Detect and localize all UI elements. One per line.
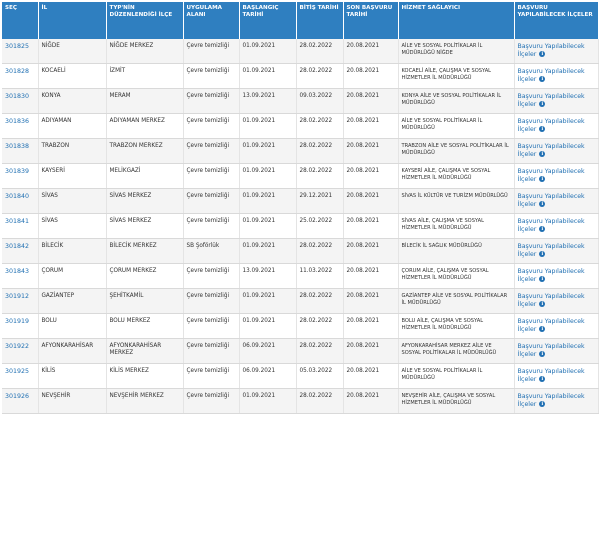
hizmet-saglayici-cell: AİLE VE SOSYAL POLİTİKALAR İL MÜDÜRLÜĞÜ: [398, 364, 514, 389]
info-icon[interactable]: i: [539, 276, 545, 282]
alan-cell: Çevre temizliği: [183, 339, 239, 364]
alan-cell: Çevre temizliği: [183, 64, 239, 89]
baslangic-date: 01.09.2021: [239, 214, 296, 239]
alan-cell: Çevre temizliği: [183, 264, 239, 289]
basvuru-ilceler-link[interactable]: [514, 89, 598, 114]
il-cell: SİVAS: [38, 214, 106, 239]
info-icon[interactable]: i: [539, 251, 545, 257]
info-icon[interactable]: i: [539, 176, 545, 182]
il-cell: ÇORUM: [38, 264, 106, 289]
basvuru-ilceler-link[interactable]: [514, 339, 598, 364]
alan-cell: Çevre temizliği: [183, 389, 239, 414]
bitis-date: 28.02.2022: [296, 314, 343, 339]
son-basvuru-date: 20.08.2021: [343, 289, 398, 314]
alan-cell: Çevre temizliği: [183, 189, 239, 214]
bitis-date: 28.02.2022: [296, 139, 343, 164]
basvuru-ilceler-link[interactable]: [514, 289, 598, 314]
bitis-date: 11.03.2022: [296, 264, 343, 289]
baslangic-date: 01.09.2021: [239, 189, 296, 214]
basvuru-ilceler-link[interactable]: [514, 164, 598, 189]
bitis-date: 09.03.2022: [296, 89, 343, 114]
bitis-date: 28.02.2022: [296, 339, 343, 364]
basvuru-ilceler-link[interactable]: [514, 364, 598, 389]
table-row: [2, 189, 598, 214]
hizmet-saglayici-cell: SİVAS AİLE, ÇALIŞMA VE SOSYAL HİZMETLER İL MÜDÜRLÜĞÜ: [398, 214, 514, 239]
info-icon[interactable]: i: [539, 51, 545, 57]
info-icon[interactable]: i: [539, 126, 545, 132]
il-cell: KOCAELİ: [38, 64, 106, 89]
ilce-cell: KİLİS MERKEZ: [106, 364, 183, 389]
sec-link[interactable]: 301842: [2, 239, 38, 264]
il-cell: TRABZON: [38, 139, 106, 164]
basvuru-link-label[interactable]: Başvuru Yapılabilecek İlçeler: [517, 193, 585, 208]
info-icon[interactable]: i: [539, 151, 545, 157]
info-icon[interactable]: i: [539, 301, 545, 307]
il-cell: ADIYAMAN: [38, 114, 106, 139]
sec-link[interactable]: 301926: [2, 389, 38, 414]
sec-link[interactable]: 301839: [2, 164, 38, 189]
baslangic-date: 01.09.2021: [239, 239, 296, 264]
ilce-cell: BİLECİK MERKEZ: [106, 239, 183, 264]
baslangic-date: 01.09.2021: [239, 64, 296, 89]
sec-link[interactable]: 301925: [2, 364, 38, 389]
hizmet-saglayici-cell: AFYONKARAHİSAR MERKEZ AİLE VE SOSYAL POLİTİKALAR İL MÜDÜRLÜĞÜ: [398, 339, 514, 364]
bitis-date: 28.02.2022: [296, 164, 343, 189]
sec-link[interactable]: 301830: [2, 89, 38, 114]
alan-cell: Çevre temizliği: [183, 164, 239, 189]
son-basvuru-date: 20.08.2021: [343, 314, 398, 339]
son-basvuru-date: 20.08.2021: [343, 139, 398, 164]
ilce-cell: TRABZON MERKEZ: [106, 139, 183, 164]
hizmet-saglayici-cell: TRABZON AİLE VE SOSYAL POLİTİKALAR İL MÜDÜRLÜĞÜ: [398, 139, 514, 164]
il-cell: SİVAS: [38, 189, 106, 214]
info-icon[interactable]: i: [539, 76, 545, 82]
header-bitis: BİTİŞ TARİHİ: [296, 2, 343, 39]
baslangic-date: 01.09.2021: [239, 114, 296, 139]
table-row: [2, 339, 598, 364]
hizmet-saglayici-cell: AİLE VE SOSYAL POLİTİKALAR İL MÜDÜRLÜĞÜ NİĞDE: [398, 39, 514, 64]
alan-cell: Çevre temizliği: [183, 364, 239, 389]
alan-cell: Çevre temizliği: [183, 139, 239, 164]
son-basvuru-date: 20.08.2021: [343, 339, 398, 364]
il-cell: KİLİS: [38, 364, 106, 389]
basvuru-ilceler-link[interactable]: [514, 64, 598, 89]
sec-link[interactable]: 301919: [2, 314, 38, 339]
baslangic-date: 13.09.2021: [239, 89, 296, 114]
son-basvuru-date: 20.08.2021: [343, 264, 398, 289]
hizmet-saglayici-cell: AİLE VE SOSYAL POLİTİKALAR İL MÜDÜRLÜĞÜ: [398, 114, 514, 139]
info-icon[interactable]: i: [539, 101, 545, 107]
il-cell: AFYONKARAHİSAR: [38, 339, 106, 364]
table-row: [2, 389, 598, 414]
basvuru-link-label[interactable]: Başvuru Yapılabilecek İlçeler: [517, 343, 585, 358]
header-sec[interactable]: SEÇ: [2, 2, 38, 39]
basvuru-link-label[interactable]: Başvuru Yapılabilecek İlçeler: [517, 118, 585, 133]
alan-cell: Çevre temizliği: [183, 314, 239, 339]
ilce-cell: ADIYAMAN MERKEZ: [106, 114, 183, 139]
table-row: [2, 214, 598, 239]
hizmet-saglayici-cell: KAYSERİ AİLE, ÇALIŞMA VE SOSYAL HİZMETLER İL MÜDÜRLÜĞÜ: [398, 164, 514, 189]
table-header-row: [2, 2, 598, 39]
sec-link[interactable]: 301825: [2, 39, 38, 64]
bitis-date: 28.02.2022: [296, 64, 343, 89]
basvuru-link-label[interactable]: Başvuru Yapılabilecek İlçeler: [517, 68, 585, 83]
bitis-date: 28.02.2022: [296, 289, 343, 314]
table-row: [2, 139, 598, 164]
bitis-date: 29.12.2021: [296, 189, 343, 214]
son-basvuru-date: 20.08.2021: [343, 114, 398, 139]
ilce-cell: BOLU MERKEZ: [106, 314, 183, 339]
il-cell: GAZİANTEP: [38, 289, 106, 314]
basvuru-link-label[interactable]: Başvuru Yapılabilecek İlçeler: [517, 293, 585, 308]
info-icon[interactable]: i: [539, 326, 545, 332]
baslangic-date: 13.09.2021: [239, 264, 296, 289]
alan-cell: Çevre temizliği: [183, 89, 239, 114]
basvuru-ilceler-link[interactable]: [514, 264, 598, 289]
baslangic-date: 01.09.2021: [239, 139, 296, 164]
baslangic-date: 01.09.2021: [239, 164, 296, 189]
son-basvuru-date: 20.08.2021: [343, 164, 398, 189]
basvuru-link-label[interactable]: Başvuru Yapılabilecek İlçeler: [517, 143, 585, 158]
table-row: [2, 364, 598, 389]
header-baslangic: BAŞLANGIÇ TARİHİ: [239, 2, 296, 39]
il-cell: NEVŞEHİR: [38, 389, 106, 414]
basvuru-link-label[interactable]: Başvuru Yapılabilecek İlçeler: [517, 393, 585, 408]
sec-link[interactable]: 301840: [2, 189, 38, 214]
sec-link[interactable]: 301838: [2, 139, 38, 164]
alan-cell: Çevre temizliği: [183, 39, 239, 64]
hizmet-saglayici-cell: ÇORUM AİLE, ÇALIŞMA VE SOSYAL HİZMETLER İL MÜDÜRLÜĞÜ: [398, 264, 514, 289]
sec-link[interactable]: 301828: [2, 64, 38, 89]
il-cell: BİLECİK: [38, 239, 106, 264]
alan-cell: Çevre temizliği: [183, 289, 239, 314]
il-cell: KONYA: [38, 89, 106, 114]
header-hizmet: HİZMET SAĞLAYICI: [398, 2, 514, 39]
baslangic-date: 01.09.2021: [239, 389, 296, 414]
bitis-date: 05.03.2022: [296, 364, 343, 389]
basvuru-link-label[interactable]: Başvuru Yapılabilecek İlçeler: [517, 268, 585, 283]
basvuru-ilceler-link[interactable]: [514, 314, 598, 339]
ilce-cell: İZMİT: [106, 64, 183, 89]
table-row: [2, 264, 598, 289]
header-basvuru-ilceler: BAŞVURU YAPILABİLECEK İLÇELER: [514, 2, 598, 39]
sec-link[interactable]: 301843: [2, 264, 38, 289]
bitis-date: 28.02.2022: [296, 39, 343, 64]
baslangic-date: 01.09.2021: [239, 289, 296, 314]
basvuru-link-label[interactable]: Başvuru Yapılabilecek İlçeler: [517, 243, 585, 258]
ilce-cell: SİVAS MERKEZ: [106, 189, 183, 214]
ilce-cell: SİVAS MERKEZ: [106, 214, 183, 239]
hizmet-saglayici-cell: SİVAS İL KÜLTÜR VE TURİZM MÜDÜRLÜĞÜ: [398, 189, 514, 214]
basvuru-link-label[interactable]: Başvuru Yapılabilecek İlçeler: [517, 368, 585, 383]
basvuru-ilceler-link[interactable]: [514, 389, 598, 414]
table-row: [2, 114, 598, 139]
header-son-basvuru: SON BAŞVURU TARİHİ: [343, 2, 398, 39]
ilce-cell: AFYONKARAHİSAR MERKEZ: [106, 339, 183, 364]
il-cell: KAYSERİ: [38, 164, 106, 189]
son-basvuru-date: 20.08.2021: [343, 189, 398, 214]
son-basvuru-date: 20.08.2021: [343, 389, 398, 414]
sec-link[interactable]: 301912: [2, 289, 38, 314]
info-icon[interactable]: i: [539, 401, 545, 407]
header-alan: UYGULAMA ALANI: [183, 2, 239, 39]
basvuru-link-label[interactable]: Başvuru Yapılabilecek İlçeler: [517, 218, 585, 233]
basvuru-link-label[interactable]: Başvuru Yapılabilecek İlçeler: [517, 43, 585, 58]
ilce-cell: MELİKGAZİ: [106, 164, 183, 189]
baslangic-date: 06.09.2021: [239, 339, 296, 364]
son-basvuru-date: 20.08.2021: [343, 39, 398, 64]
hizmet-saglayici-cell: KONYA AİLE VE SOSYAL POLİTİKALAR İL MÜDÜRLÜĞÜ: [398, 89, 514, 114]
son-basvuru-date: 20.08.2021: [343, 89, 398, 114]
basvuru-link-label[interactable]: Başvuru Yapılabilecek İlçeler: [517, 93, 585, 108]
ilce-cell: NEVŞEHİR MERKEZ: [106, 389, 183, 414]
info-icon[interactable]: i: [539, 201, 545, 207]
alan-cell: Çevre temizliği: [183, 114, 239, 139]
son-basvuru-date: 20.08.2021: [343, 239, 398, 264]
son-basvuru-date: 20.08.2021: [343, 214, 398, 239]
bitis-date: 28.02.2022: [296, 389, 343, 414]
baslangic-date: 01.09.2021: [239, 314, 296, 339]
ilce-cell: NİĞDE MERKEZ: [106, 39, 183, 64]
hizmet-saglayici-cell: BOLU AİLE, ÇALIŞMA VE SOSYAL HİZMETLER İL MÜDÜRLÜĞÜ: [398, 314, 514, 339]
table-row: [2, 89, 598, 114]
table-row: [2, 164, 598, 189]
alan-cell: SB Şoförlük: [183, 239, 239, 264]
basvuru-ilceler-link[interactable]: [514, 189, 598, 214]
baslangic-date: 01.09.2021: [239, 39, 296, 64]
ilce-cell: MERAM: [106, 89, 183, 114]
typ-listings-table: [2, 2, 599, 414]
table-row: [2, 64, 598, 89]
son-basvuru-date: 20.08.2021: [343, 364, 398, 389]
basvuru-ilceler-link[interactable]: [514, 139, 598, 164]
bitis-date: 28.02.2022: [296, 239, 343, 264]
son-basvuru-date: 20.08.2021: [343, 64, 398, 89]
info-icon[interactable]: i: [539, 351, 545, 357]
sec-link[interactable]: 301841: [2, 214, 38, 239]
table-row: [2, 289, 598, 314]
baslangic-date: 06.09.2021: [239, 364, 296, 389]
alan-cell: Çevre temizliği: [183, 214, 239, 239]
sec-link[interactable]: 301922: [2, 339, 38, 364]
table-row: [2, 239, 598, 264]
basvuru-ilceler-link[interactable]: [514, 239, 598, 264]
ilce-cell: ŞEHİTKAMİL: [106, 289, 183, 314]
hizmet-saglayici-cell: KOCAELİ AİLE, ÇALIŞMA VE SOSYAL HİZMETLER İL MÜDÜRLÜĞÜ: [398, 64, 514, 89]
hizmet-saglayici-cell: BİLECİK İL SAĞLIK MÜDÜRLÜĞÜ: [398, 239, 514, 264]
ilce-cell: ÇORUM MERKEZ: [106, 264, 183, 289]
header-il: İL: [38, 2, 106, 39]
bitis-date: 25.02.2022: [296, 214, 343, 239]
table-row: [2, 314, 598, 339]
il-cell: NİĞDE: [38, 39, 106, 64]
info-icon[interactable]: i: [539, 376, 545, 382]
table-row: [2, 39, 598, 64]
basvuru-ilceler-link[interactable]: [514, 114, 598, 139]
basvuru-link-label[interactable]: Başvuru Yapılabilecek İlçeler: [517, 168, 585, 183]
hizmet-saglayici-cell: NEVŞEHİR AİLE, ÇALIŞMA VE SOSYAL HİZMETLER İL MÜDÜRLÜĞÜ: [398, 389, 514, 414]
header-ilce: TYP'NİN DÜZENLENDİĞİ İLÇE: [106, 2, 183, 39]
hizmet-saglayici-cell: GAZİANTEP AİLE VE SOSYAL POLİTİKALAR İL MÜDÜRLÜĞÜ: [398, 289, 514, 314]
basvuru-link-label[interactable]: Başvuru Yapılabilecek İlçeler: [517, 318, 585, 333]
il-cell: BOLU: [38, 314, 106, 339]
sec-link[interactable]: 301836: [2, 114, 38, 139]
bitis-date: 28.02.2022: [296, 114, 343, 139]
info-icon[interactable]: i: [539, 226, 545, 232]
basvuru-ilceler-link[interactable]: [514, 214, 598, 239]
basvuru-ilceler-link[interactable]: [514, 39, 598, 64]
